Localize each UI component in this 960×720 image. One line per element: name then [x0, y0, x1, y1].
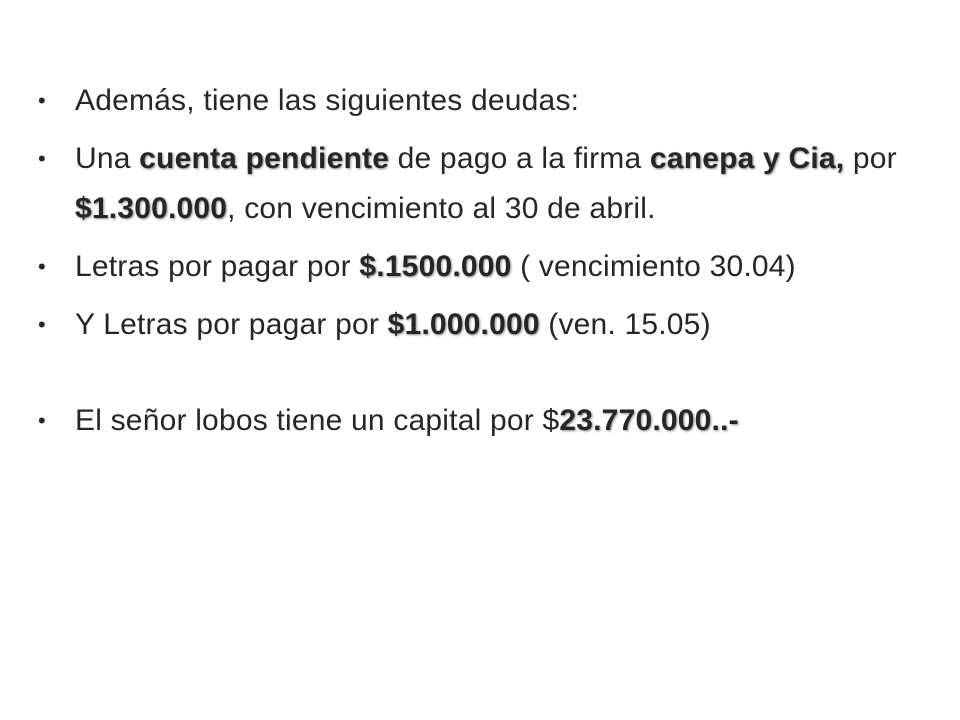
bullet-dot-icon: • [38, 408, 46, 433]
bullet-text: Una [75, 142, 140, 175]
bullet-text: Además, tiene las siguientes deudas: [75, 84, 580, 117]
bullet-text: (ven. 15.05) [539, 308, 711, 341]
bullet-text: El señor lobos tiene un capital por $ [75, 404, 560, 437]
bullet-item-deudas-intro [38, 76, 898, 126]
emphasis-text: cuenta pendiente [139, 142, 390, 175]
bullet-text: , con vencimiento al 30 de abril. [227, 192, 656, 225]
bullet-item-cuenta-pendiente [38, 134, 898, 234]
emphasis-text: canepa y Cia, [649, 142, 845, 175]
amount-text: 23.770.000..- [559, 404, 739, 437]
bullet-list [38, 76, 898, 446]
bullet-text: Y Letras por pagar por [75, 308, 388, 341]
amount-text: $.1500.000 [359, 250, 512, 283]
bullet-item-capital [38, 396, 898, 446]
amount-text: $1.000.000 [387, 308, 540, 341]
bullet-item-letras-1 [38, 242, 898, 292]
bullet-dot-icon: • [38, 146, 46, 171]
bullet-text: de pago a la firma [389, 142, 650, 175]
bullet-dot-icon: • [38, 88, 46, 113]
bullet-dot-icon: • [38, 254, 46, 279]
bullet-dot-icon: • [38, 312, 46, 337]
bullet-text: por [844, 142, 897, 175]
bullet-text: ( vencimiento 30.04) [511, 250, 796, 283]
bullet-item-letras-2 [38, 300, 898, 350]
amount-text: $1.300.000 [75, 192, 228, 225]
bullet-text: Letras por pagar por [75, 250, 360, 283]
